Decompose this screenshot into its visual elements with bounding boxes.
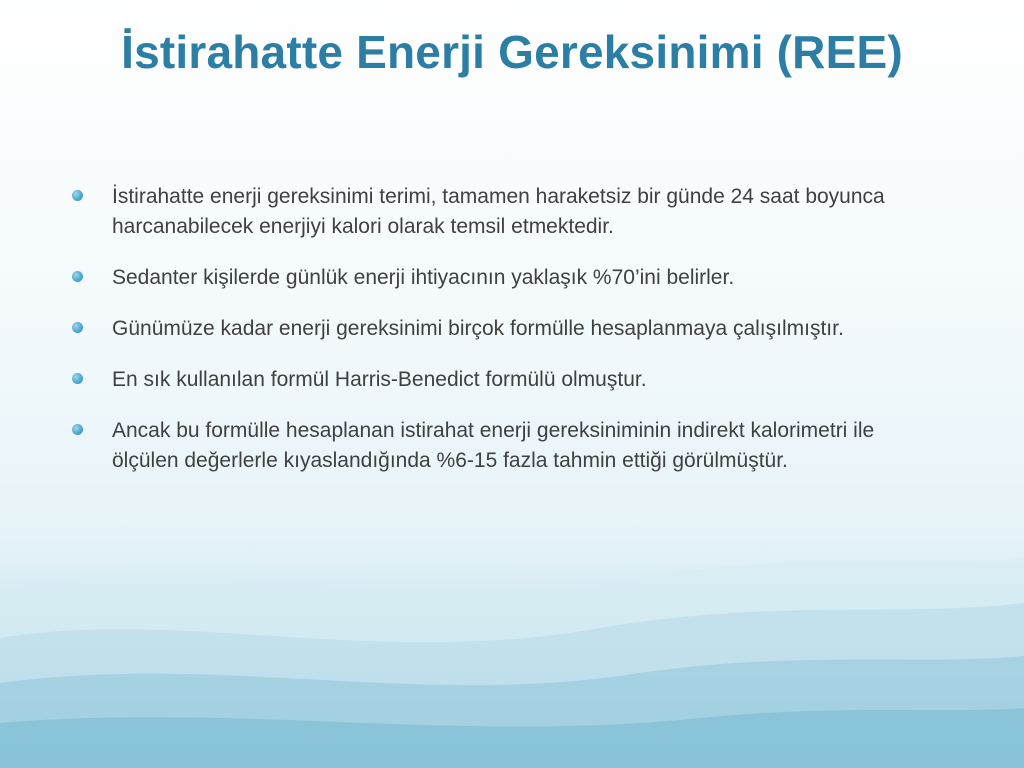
bullet-dot-icon [72,322,83,333]
slide-title: İstirahatte Enerji Gereksinimi (REE) [121,26,903,78]
list-item [72,314,932,344]
bullet-text: İstirahatte enerji gereksinimi terimi, tamamen haraketsiz bir günde 24 saat boyunca harcanabilecek enerjiyi kalori olarak temsil etmektedir. [112,185,885,238]
bullet-dot-icon [72,424,83,435]
bullet-text: Sedanter kişilerde günlük enerji ihtiyacının yaklaşık %70’ini belirler. [112,266,735,289]
bullet-dot-icon [72,373,83,384]
bullet-text: Ancak bu formülle hesaplanan istirahat enerji gereksiniminin indirekt kalorimetri ile ölçülen değerlerle kıyaslandığında %6-15 fazla tahmin ettiği görülmüştür. [112,419,875,472]
list-item [72,182,932,242]
bullet-text: En sık kullanılan formül Harris-Benedict formülü olmuştur. [112,368,647,391]
list-item [72,365,932,395]
bullet-dot-icon [72,271,83,282]
background-waves [0,468,1024,768]
list-item [72,416,932,476]
list-item [72,263,932,293]
bullet-list [72,182,932,497]
bullet-dot-icon [72,190,83,201]
bullet-text: Günümüze kadar enerji gereksinimi birçok formülle hesaplanmaya çalışılmıştır. [112,317,844,340]
